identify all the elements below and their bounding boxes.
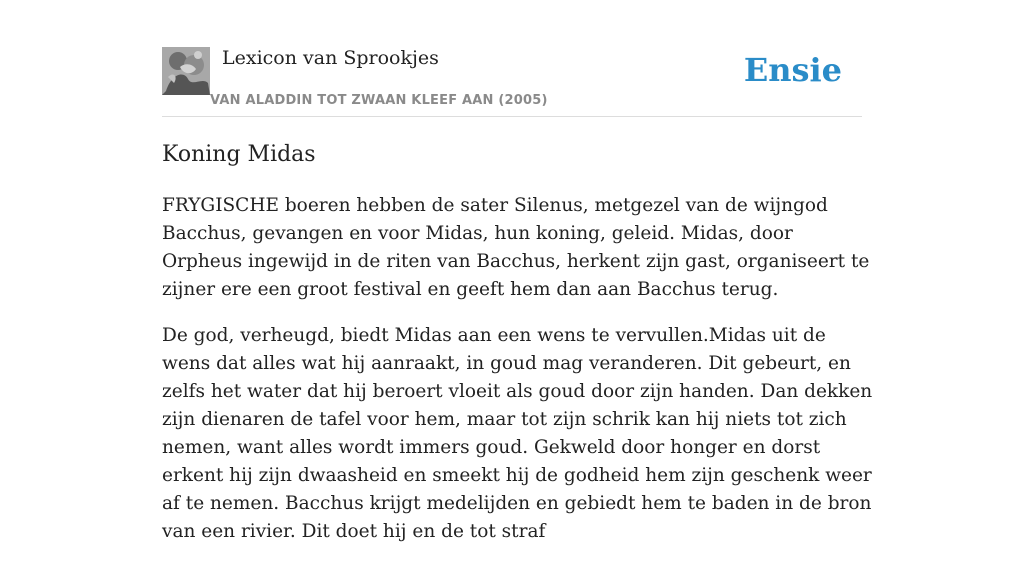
engraving-illustration-icon (162, 47, 210, 95)
page-header (162, 46, 862, 117)
article-paragraph: De god, verheugd, biedt Midas aan een wens te vervullen.Midas uit de wens dat alles wat hij aanraakt, in goud mag veranderen. Dit gebeurt, en zelfs het water dat hij beroert vloeit als goud door zijn handen. Dan dekken zijn dienaren de tafel voor hem, maar tot zijn schrik kan hij niets tot zich nemen, want alles wordt immers goud. Gekweld door honger en dorst erkent hij zijn dwaasheid en smeekt hij de godheid hem zijn geschenk weer af te nemen. Bacchus krijgt medelijden en gebiedt hem te baden in de bron van een rivier. Dit doet hij en de tot straf (162, 325, 873, 542)
ensie-logo[interactable]: Ensie (743, 51, 842, 89)
book-cover-avatar[interactable] (162, 47, 210, 95)
book-subtitle: VAN ALADDIN TOT ZWAAN KLEEF AAN (2005) (210, 93, 548, 108)
article-body (162, 192, 874, 564)
book-title[interactable]: Lexicon van Sprookjes (222, 47, 439, 69)
article-title: Koning Midas (162, 142, 316, 167)
article-paragraph: FRYGISCHE boeren hebben de sater Silenus, metgezel van de wijngod Bacchus, gevangen en voor Midas, hun koning, geleid. Midas, door Orpheus ingewijd in de riten van Bacchus, herkent zijn gast, organiseert te zijner ere een groot festival en geeft hem dan aan Bacchus terug. (162, 195, 870, 300)
